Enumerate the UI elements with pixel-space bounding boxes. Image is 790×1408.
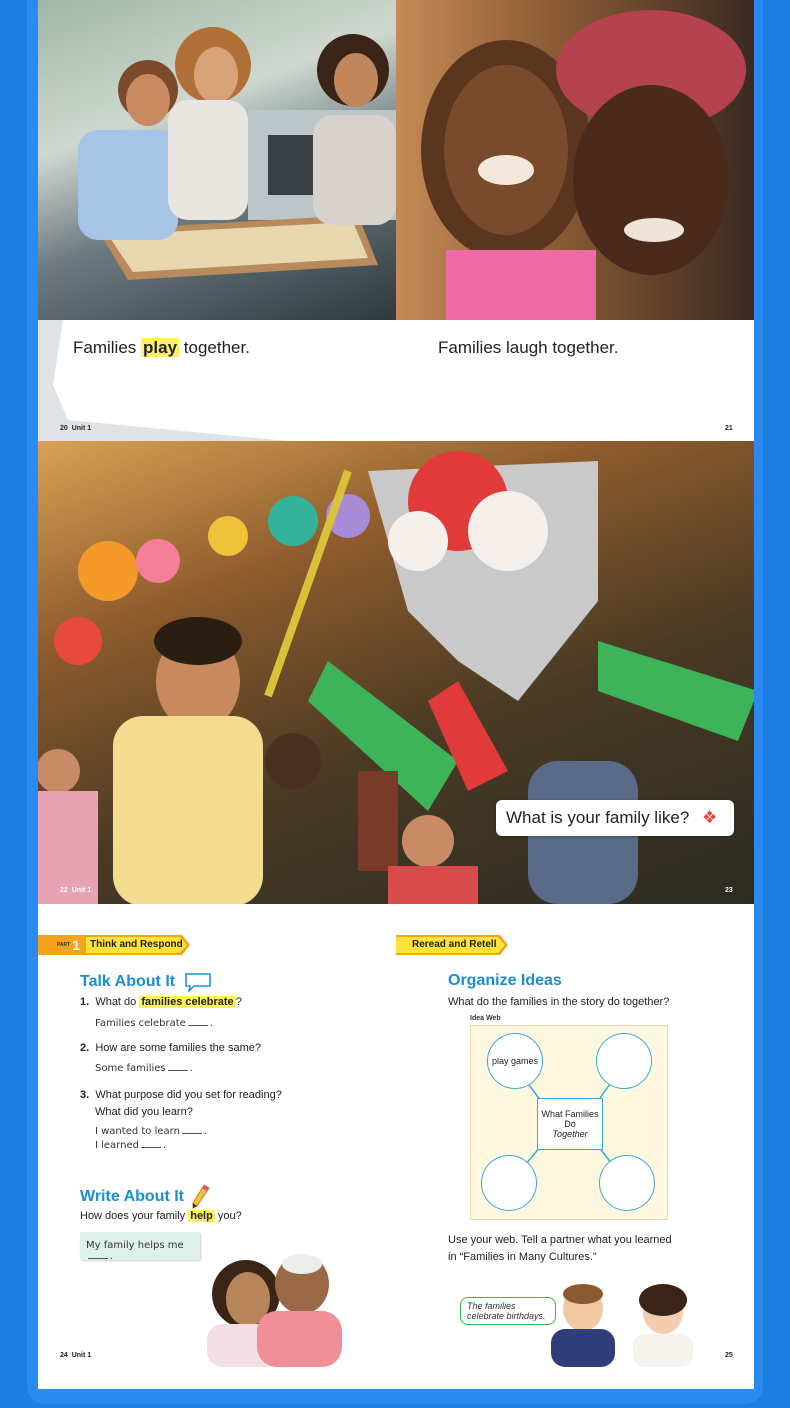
spread-pages-24-25 [38, 904, 754, 1389]
question-1: 1. What do families celebrate ? [80, 996, 242, 1008]
caption-left-post: together. [183, 338, 250, 357]
speech-bubble-icon [184, 972, 212, 992]
photo-girl-and-grandfather [202, 1249, 342, 1367]
photo-family-board-game [38, 0, 396, 320]
answer-frame-1: Families celebrate . [95, 1018, 214, 1029]
spread-pages-20-21 [38, 0, 754, 441]
organize-ideas-heading: Organize Ideas [448, 972, 562, 989]
organize-question: What do the families in the story do together? [448, 996, 670, 1008]
question-2: 2. How are some families the same? [80, 1042, 261, 1054]
think-and-respond-banner: PART 1 Think and Respond [38, 935, 190, 955]
page-number-right: 25 [725, 1352, 733, 1359]
question-bubble [496, 800, 734, 836]
idea-web-label: Idea Web [470, 1015, 501, 1022]
write-question: How does your family help you? [80, 1210, 242, 1222]
question-3: 3. What purpose did you set for reading? What did you learn? [80, 1089, 282, 1118]
caption-left [73, 338, 250, 358]
portrait-illustration [396, 0, 754, 320]
vocab-highlight-play: play [143, 338, 178, 357]
page-number-left: 20 Unit 1 [60, 425, 92, 432]
page-number-left: 22 Unit 1 [60, 887, 92, 894]
reread-and-retell-banner: Reread and Retell [396, 935, 508, 955]
page-number-right: 21 [725, 425, 733, 432]
talk-about-it-heading: Talk About It [80, 972, 212, 992]
write-answer-box: My family helps me. [80, 1232, 200, 1260]
page-number-left: 24 Unit 1 [60, 1352, 92, 1359]
web-circle-bottom-left [481, 1155, 537, 1211]
photo-girl-and-grandmother [396, 0, 754, 320]
spread-pages-22-23 [38, 441, 754, 904]
idea-web [470, 1025, 668, 1220]
board-game-illustration [38, 0, 396, 320]
web-circle-top-left: play games [487, 1033, 543, 1089]
web-circle-top-right [596, 1033, 652, 1089]
answer-frame-3: I wanted to learn . I learned . [95, 1126, 208, 1151]
vocab-highlight-help: help [190, 1210, 213, 1222]
pencil-icon [190, 1184, 210, 1210]
caption-left-pre: Families [73, 338, 137, 357]
vocab-highlight-families-celebrate: families celebrate [141, 996, 234, 1008]
diamond-icon: ❖ [702, 808, 718, 827]
write-about-it-heading: Write About It [80, 1184, 210, 1210]
photo-two-children [543, 1284, 703, 1367]
page-number-right: 23 [725, 887, 733, 894]
web-center-box: What Families Do Together [537, 1098, 603, 1150]
student-speech-bubble: The families celebrate birthdays. [460, 1297, 556, 1325]
question-text: What is your family like? [506, 808, 690, 827]
caption-right: Families laugh together. [438, 338, 619, 357]
banner-tag: PART 1 [38, 935, 84, 955]
web-circle-bottom-right [599, 1155, 655, 1211]
retell-instructions: Use your web. Tell a partner what you learned in “Families in Many Cultures.” [448, 1234, 672, 1263]
answer-frame-2: Some families . [95, 1063, 193, 1074]
